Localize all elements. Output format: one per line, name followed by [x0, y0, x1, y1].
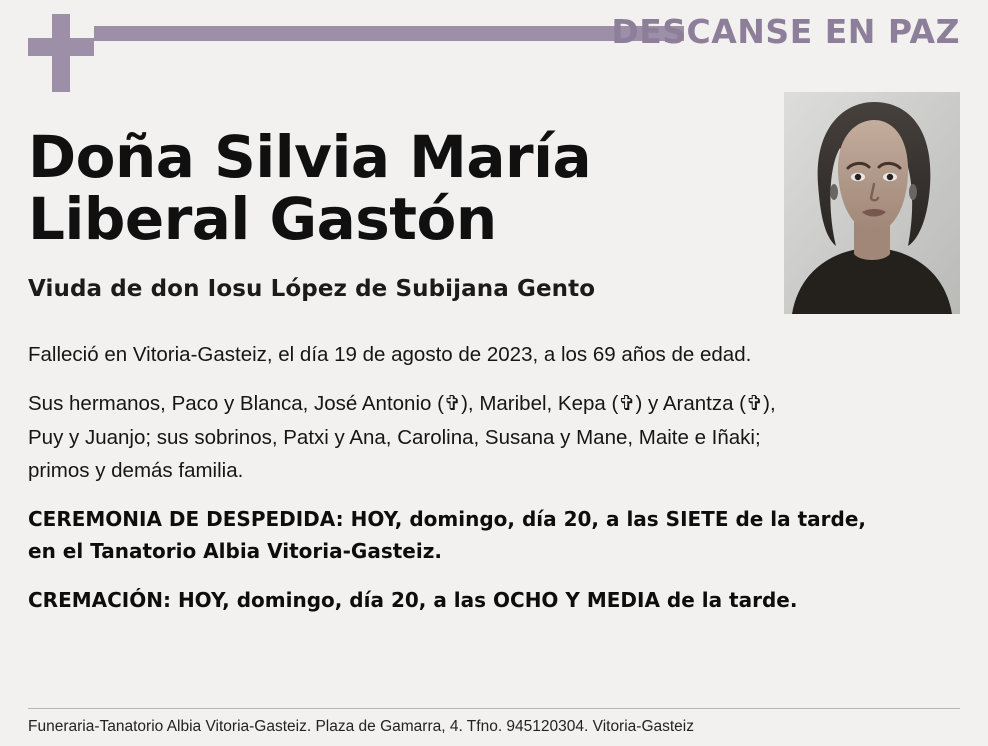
- footer-divider: [28, 708, 960, 709]
- deceased-name-line2: Liberal Gastón: [28, 185, 497, 254]
- cremation-line: CREMACIÓN: HOY, domingo, día 20, a las OCHO Y MEDIA de la tarde.: [28, 587, 798, 612]
- family-line: primos y demás familia.: [28, 458, 244, 482]
- cremation-paragraph: [28, 584, 960, 616]
- deceased-name-block: [28, 123, 768, 303]
- portrait-photo: [784, 92, 960, 314]
- deceased-name-line1: Doña Silvia María: [28, 123, 592, 191]
- ceremony-line: CEREMONIA DE DESPEDIDA: HOY, domingo, día 20, a las SIETE de la tarde,: [28, 506, 866, 531]
- cross-icon: [28, 14, 94, 92]
- death-notice-line: Falleció en Vitoria-Gasteiz, el día 19 de agosto de 2023, a los 69 años de edad.: [28, 343, 752, 367]
- obituary-footer: [28, 708, 960, 736]
- rest-in-peace-text: DESCANSE EN PAZ: [611, 12, 960, 51]
- obituary-body: [28, 338, 960, 616]
- cross-horizontal-bar: [28, 38, 94, 56]
- funeral-home-info: Funeraria-Tanatorio Albia Vitoria-Gasteiz. Plaza de Gamarra, 4. Tfno. 945120304. Vitoria-Gasteiz: [28, 718, 694, 735]
- family-line: Sus hermanos, Paco y Blanca, José Antonio (✞), Maribel, Kepa (✞) y Arantza (✞),: [28, 392, 776, 416]
- ceremony-paragraph: [28, 503, 960, 568]
- deceased-relation: Viuda de don Iosu López de Subijana Gento: [28, 276, 596, 303]
- obituary-header: [28, 0, 960, 92]
- header-rule: [94, 26, 684, 41]
- portrait-image: [784, 92, 960, 314]
- family-line: Puy y Juanjo; sus sobrinos, Patxi y Ana, Carolina, Susana y Mane, Maite e Iñaki;: [28, 425, 761, 449]
- family-paragraph: [28, 387, 960, 487]
- ceremony-line: en el Tanatorio Albia Vitoria-Gasteiz.: [28, 539, 442, 564]
